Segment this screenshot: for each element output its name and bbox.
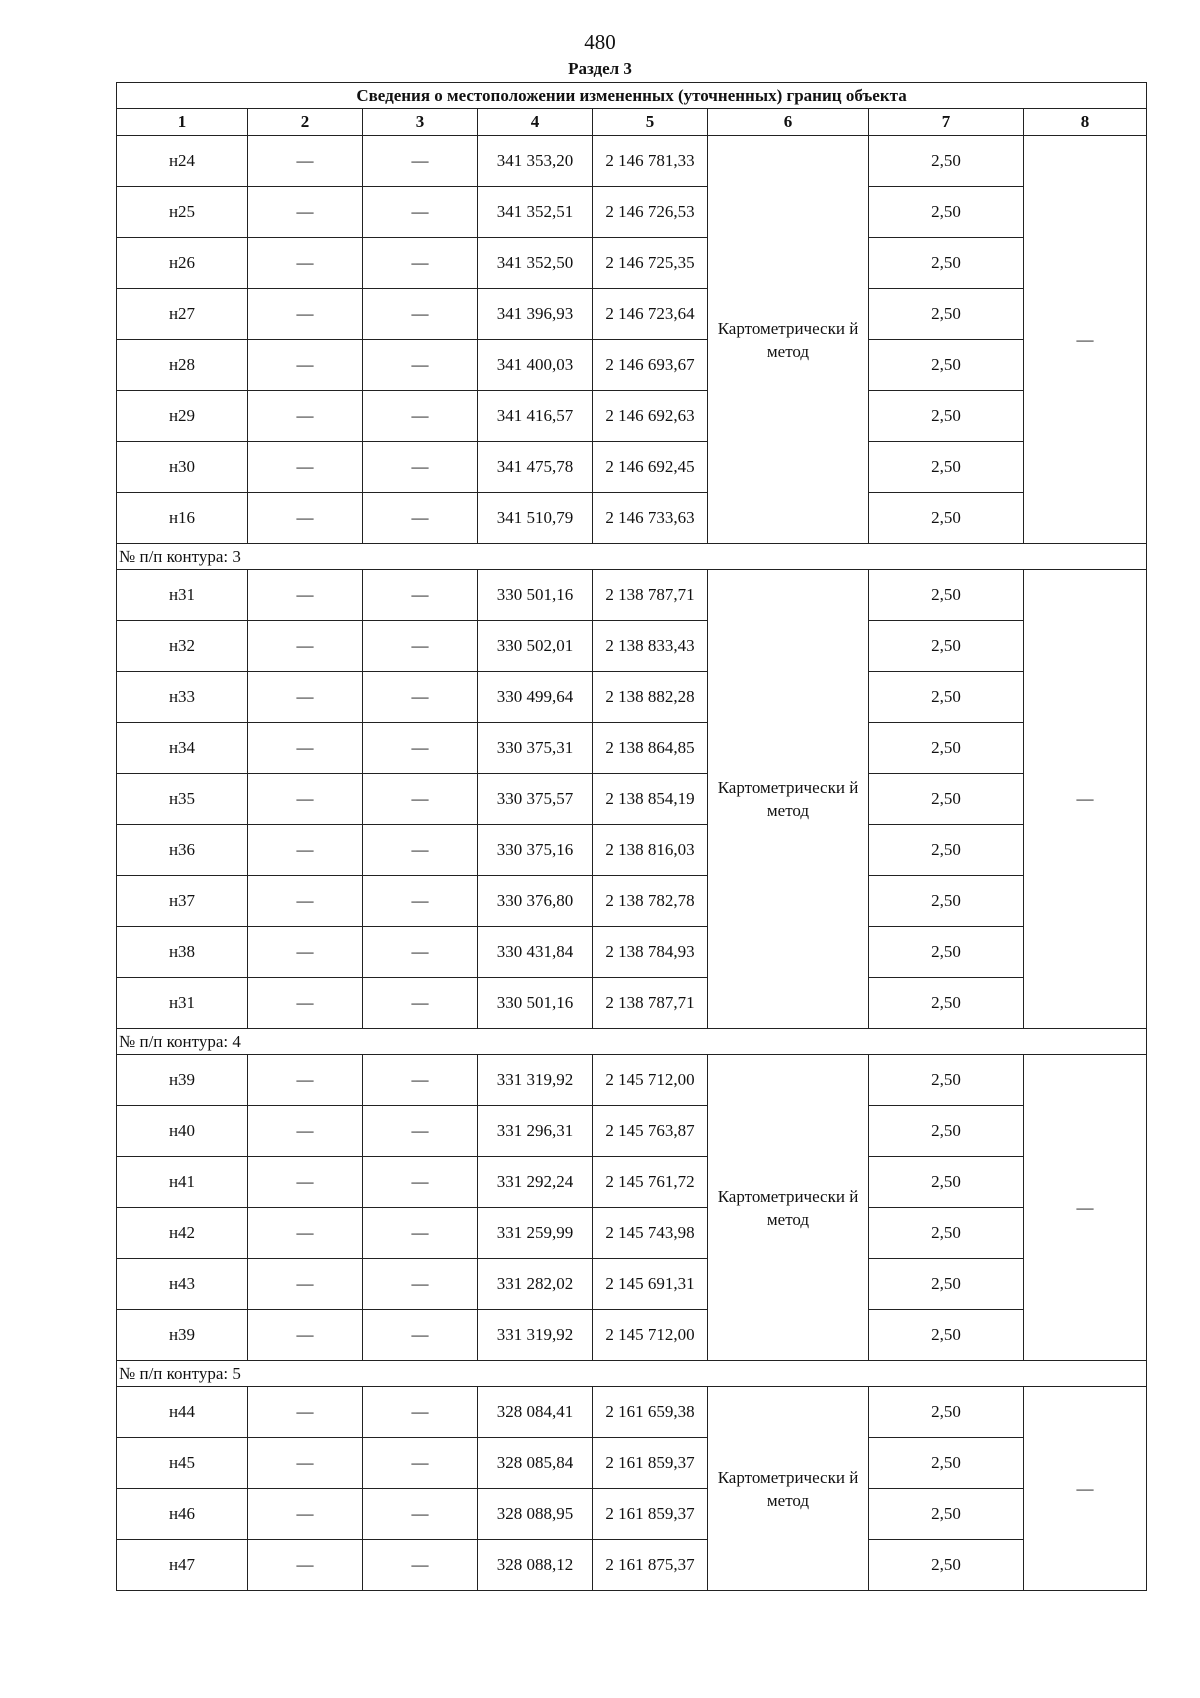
col2-cell: — (248, 621, 363, 672)
col2-cell: — (248, 1438, 363, 1489)
table-row (117, 1489, 1147, 1540)
col2-cell: — (248, 1157, 363, 1208)
accuracy-cell: 2,50 (869, 1208, 1024, 1259)
y-coordinate-cell: 2 138 784,93 (593, 927, 708, 978)
col2-cell: — (248, 1208, 363, 1259)
col3-cell: — (363, 391, 478, 442)
accuracy-cell: 2,50 (869, 442, 1024, 493)
table-row (117, 1208, 1147, 1259)
x-coordinate-cell: 330 375,31 (478, 723, 593, 774)
point-name-cell: н31 (117, 570, 248, 621)
table-title: Сведения о местоположении измененных (уточненных) границ объекта (117, 83, 1147, 109)
table-row (117, 1055, 1147, 1106)
col2-cell: — (248, 1387, 363, 1438)
col8-cell: — (1024, 1387, 1147, 1591)
point-name-cell: н26 (117, 238, 248, 289)
column-header: 5 (593, 109, 708, 136)
accuracy-cell: 2,50 (869, 774, 1024, 825)
boundary-coordinates-table (116, 82, 1147, 1591)
y-coordinate-cell: 2 138 882,28 (593, 672, 708, 723)
accuracy-cell: 2,50 (869, 1055, 1024, 1106)
contour-row (117, 1361, 1147, 1387)
point-name-cell: н27 (117, 289, 248, 340)
y-coordinate-cell: 2 146 723,64 (593, 289, 708, 340)
point-name-cell: н35 (117, 774, 248, 825)
table-row (117, 1106, 1147, 1157)
col3-cell: — (363, 1310, 478, 1361)
y-coordinate-cell: 2 138 787,71 (593, 978, 708, 1029)
table-row (117, 493, 1147, 544)
col8-cell: — (1024, 136, 1147, 544)
point-name-cell: н46 (117, 1489, 248, 1540)
method-cell: Картометрически й метод (708, 1387, 869, 1591)
section-title: Раздел 3 (568, 59, 632, 78)
col3-cell: — (363, 1259, 478, 1310)
col3-cell: — (363, 442, 478, 493)
y-coordinate-cell: 2 146 693,67 (593, 340, 708, 391)
y-coordinate-cell: 2 138 787,71 (593, 570, 708, 621)
x-coordinate-cell: 330 499,64 (478, 672, 593, 723)
accuracy-cell: 2,50 (869, 136, 1024, 187)
x-coordinate-cell: 330 376,80 (478, 876, 593, 927)
point-name-cell: н34 (117, 723, 248, 774)
x-coordinate-cell: 330 502,01 (478, 621, 593, 672)
accuracy-cell: 2,50 (869, 1489, 1024, 1540)
point-name-cell: н39 (117, 1055, 248, 1106)
col2-cell: — (248, 391, 363, 442)
y-coordinate-cell: 2 146 726,53 (593, 187, 708, 238)
col2-cell: — (248, 340, 363, 391)
column-header-row (117, 109, 1147, 136)
point-name-cell: н28 (117, 340, 248, 391)
x-coordinate-cell: 341 510,79 (478, 493, 593, 544)
y-coordinate-cell: 2 146 733,63 (593, 493, 708, 544)
table-row (117, 340, 1147, 391)
accuracy-cell: 2,50 (869, 621, 1024, 672)
col2-cell: — (248, 825, 363, 876)
column-header: 7 (869, 109, 1024, 136)
accuracy-cell: 2,50 (869, 1540, 1024, 1591)
accuracy-cell: 2,50 (869, 1259, 1024, 1310)
y-coordinate-cell: 2 145 743,98 (593, 1208, 708, 1259)
y-coordinate-cell: 2 145 712,00 (593, 1055, 708, 1106)
accuracy-cell: 2,50 (869, 1106, 1024, 1157)
accuracy-cell: 2,50 (869, 1157, 1024, 1208)
accuracy-cell: 2,50 (869, 238, 1024, 289)
col2-cell: — (248, 1106, 363, 1157)
x-coordinate-cell: 331 259,99 (478, 1208, 593, 1259)
col3-cell: — (363, 1106, 478, 1157)
column-header: 1 (117, 109, 248, 136)
x-coordinate-cell: 341 352,51 (478, 187, 593, 238)
table-row (117, 238, 1147, 289)
table-row (117, 289, 1147, 340)
y-coordinate-cell: 2 146 781,33 (593, 136, 708, 187)
accuracy-cell: 2,50 (869, 340, 1024, 391)
accuracy-cell: 2,50 (869, 876, 1024, 927)
table-row (117, 442, 1147, 493)
x-coordinate-cell: 328 088,95 (478, 1489, 593, 1540)
col3-cell: — (363, 1387, 478, 1438)
col3-cell: — (363, 621, 478, 672)
col3-cell: — (363, 238, 478, 289)
point-name-cell: н36 (117, 825, 248, 876)
y-coordinate-cell: 2 145 761,72 (593, 1157, 708, 1208)
point-name-cell: н30 (117, 442, 248, 493)
x-coordinate-cell: 341 475,78 (478, 442, 593, 493)
col3-cell: — (363, 876, 478, 927)
column-header: 2 (248, 109, 363, 136)
col2-cell: — (248, 136, 363, 187)
table-row (117, 1157, 1147, 1208)
method-cell: Картометрически й метод (708, 570, 869, 1029)
accuracy-cell: 2,50 (869, 723, 1024, 774)
col3-cell: — (363, 289, 478, 340)
column-header: 3 (363, 109, 478, 136)
table-row (117, 1259, 1147, 1310)
x-coordinate-cell: 331 292,24 (478, 1157, 593, 1208)
col3-cell: — (363, 774, 478, 825)
x-coordinate-cell: 331 282,02 (478, 1259, 593, 1310)
col2-cell: — (248, 493, 363, 544)
contour-row (117, 544, 1147, 570)
col2-cell: — (248, 1259, 363, 1310)
col3-cell: — (363, 1208, 478, 1259)
point-name-cell: н16 (117, 493, 248, 544)
y-coordinate-cell: 2 161 659,38 (593, 1387, 708, 1438)
table-row (117, 1387, 1147, 1438)
col2-cell: — (248, 723, 363, 774)
y-coordinate-cell: 2 138 816,03 (593, 825, 708, 876)
contour-row (117, 1029, 1147, 1055)
method-cell: Картометрически й метод (708, 136, 869, 544)
table-row (117, 621, 1147, 672)
col3-cell: — (363, 136, 478, 187)
x-coordinate-cell: 328 084,41 (478, 1387, 593, 1438)
col3-cell: — (363, 340, 478, 391)
x-coordinate-cell: 331 319,92 (478, 1310, 593, 1361)
col3-cell: — (363, 1489, 478, 1540)
table-row (117, 136, 1147, 187)
accuracy-cell: 2,50 (869, 927, 1024, 978)
col2-cell: — (248, 570, 363, 621)
table-row (117, 672, 1147, 723)
point-name-cell: н29 (117, 391, 248, 442)
accuracy-cell: 2,50 (869, 1438, 1024, 1489)
col3-cell: — (363, 1157, 478, 1208)
col3-cell: — (363, 1438, 478, 1489)
y-coordinate-cell: 2 161 859,37 (593, 1489, 708, 1540)
table-row (117, 187, 1147, 238)
column-header: 8 (1024, 109, 1147, 136)
point-name-cell: н24 (117, 136, 248, 187)
col2-cell: — (248, 672, 363, 723)
col3-cell: — (363, 570, 478, 621)
point-name-cell: н41 (117, 1157, 248, 1208)
method-cell: Картометрически й метод (708, 1055, 869, 1361)
col2-cell: — (248, 978, 363, 1029)
accuracy-cell: 2,50 (869, 570, 1024, 621)
col2-cell: — (248, 876, 363, 927)
point-name-cell: н44 (117, 1387, 248, 1438)
col2-cell: — (248, 238, 363, 289)
table-row (117, 1540, 1147, 1591)
x-coordinate-cell: 328 085,84 (478, 1438, 593, 1489)
accuracy-cell: 2,50 (869, 1387, 1024, 1438)
contour-label: № п/п контура: 3 (117, 544, 1147, 570)
col2-cell: — (248, 927, 363, 978)
point-name-cell: н39 (117, 1310, 248, 1361)
point-name-cell: н37 (117, 876, 248, 927)
col3-cell: — (363, 672, 478, 723)
y-coordinate-cell: 2 161 859,37 (593, 1438, 708, 1489)
col8-cell: — (1024, 570, 1147, 1029)
accuracy-cell: 2,50 (869, 391, 1024, 442)
table-row (117, 570, 1147, 621)
point-name-cell: н38 (117, 927, 248, 978)
col3-cell: — (363, 927, 478, 978)
table-row (117, 978, 1147, 1029)
col2-cell: — (248, 442, 363, 493)
point-name-cell: н43 (117, 1259, 248, 1310)
point-name-cell: н25 (117, 187, 248, 238)
col3-cell: — (363, 187, 478, 238)
point-name-cell: н33 (117, 672, 248, 723)
table-row (117, 774, 1147, 825)
contour-label: № п/п контура: 4 (117, 1029, 1147, 1055)
table-row (117, 825, 1147, 876)
x-coordinate-cell: 331 319,92 (478, 1055, 593, 1106)
table-row (117, 1438, 1147, 1489)
y-coordinate-cell: 2 146 725,35 (593, 238, 708, 289)
point-name-cell: н40 (117, 1106, 248, 1157)
table-row (117, 391, 1147, 442)
col2-cell: — (248, 289, 363, 340)
col3-cell: — (363, 723, 478, 774)
page-number: 480 (584, 30, 616, 54)
x-coordinate-cell: 328 088,12 (478, 1540, 593, 1591)
col3-cell: — (363, 1540, 478, 1591)
table-row (117, 927, 1147, 978)
col3-cell: — (363, 1055, 478, 1106)
y-coordinate-cell: 2 145 691,31 (593, 1259, 708, 1310)
y-coordinate-cell: 2 138 782,78 (593, 876, 708, 927)
y-coordinate-cell: 2 161 875,37 (593, 1540, 708, 1591)
col2-cell: — (248, 1489, 363, 1540)
accuracy-cell: 2,50 (869, 1310, 1024, 1361)
point-name-cell: н47 (117, 1540, 248, 1591)
x-coordinate-cell: 330 375,16 (478, 825, 593, 876)
y-coordinate-cell: 2 145 712,00 (593, 1310, 708, 1361)
point-name-cell: н45 (117, 1438, 248, 1489)
col2-cell: — (248, 1310, 363, 1361)
y-coordinate-cell: 2 146 692,63 (593, 391, 708, 442)
col2-cell: — (248, 1540, 363, 1591)
y-coordinate-cell: 2 146 692,45 (593, 442, 708, 493)
table-row (117, 723, 1147, 774)
y-coordinate-cell: 2 138 833,43 (593, 621, 708, 672)
y-coordinate-cell: 2 138 864,85 (593, 723, 708, 774)
contour-label: № п/п контура: 5 (117, 1361, 1147, 1387)
accuracy-cell: 2,50 (869, 978, 1024, 1029)
accuracy-cell: 2,50 (869, 289, 1024, 340)
x-coordinate-cell: 330 431,84 (478, 927, 593, 978)
x-coordinate-cell: 341 400,03 (478, 340, 593, 391)
x-coordinate-cell: 330 501,16 (478, 570, 593, 621)
point-name-cell: н31 (117, 978, 248, 1029)
table-row (117, 876, 1147, 927)
table-row (117, 1310, 1147, 1361)
x-coordinate-cell: 341 352,50 (478, 238, 593, 289)
col3-cell: — (363, 825, 478, 876)
x-coordinate-cell: 331 296,31 (478, 1106, 593, 1157)
accuracy-cell: 2,50 (869, 493, 1024, 544)
accuracy-cell: 2,50 (869, 672, 1024, 723)
x-coordinate-cell: 341 396,93 (478, 289, 593, 340)
column-header: 6 (708, 109, 869, 136)
x-coordinate-cell: 341 353,20 (478, 136, 593, 187)
x-coordinate-cell: 341 416,57 (478, 391, 593, 442)
col2-cell: — (248, 1055, 363, 1106)
point-name-cell: н42 (117, 1208, 248, 1259)
x-coordinate-cell: 330 375,57 (478, 774, 593, 825)
y-coordinate-cell: 2 138 854,19 (593, 774, 708, 825)
table-body (117, 83, 1147, 1591)
col8-cell: — (1024, 1055, 1147, 1361)
column-header: 4 (478, 109, 593, 136)
accuracy-cell: 2,50 (869, 187, 1024, 238)
x-coordinate-cell: 330 501,16 (478, 978, 593, 1029)
point-name-cell: н32 (117, 621, 248, 672)
col3-cell: — (363, 978, 478, 1029)
col2-cell: — (248, 774, 363, 825)
accuracy-cell: 2,50 (869, 825, 1024, 876)
col3-cell: — (363, 493, 478, 544)
y-coordinate-cell: 2 145 763,87 (593, 1106, 708, 1157)
col2-cell: — (248, 187, 363, 238)
